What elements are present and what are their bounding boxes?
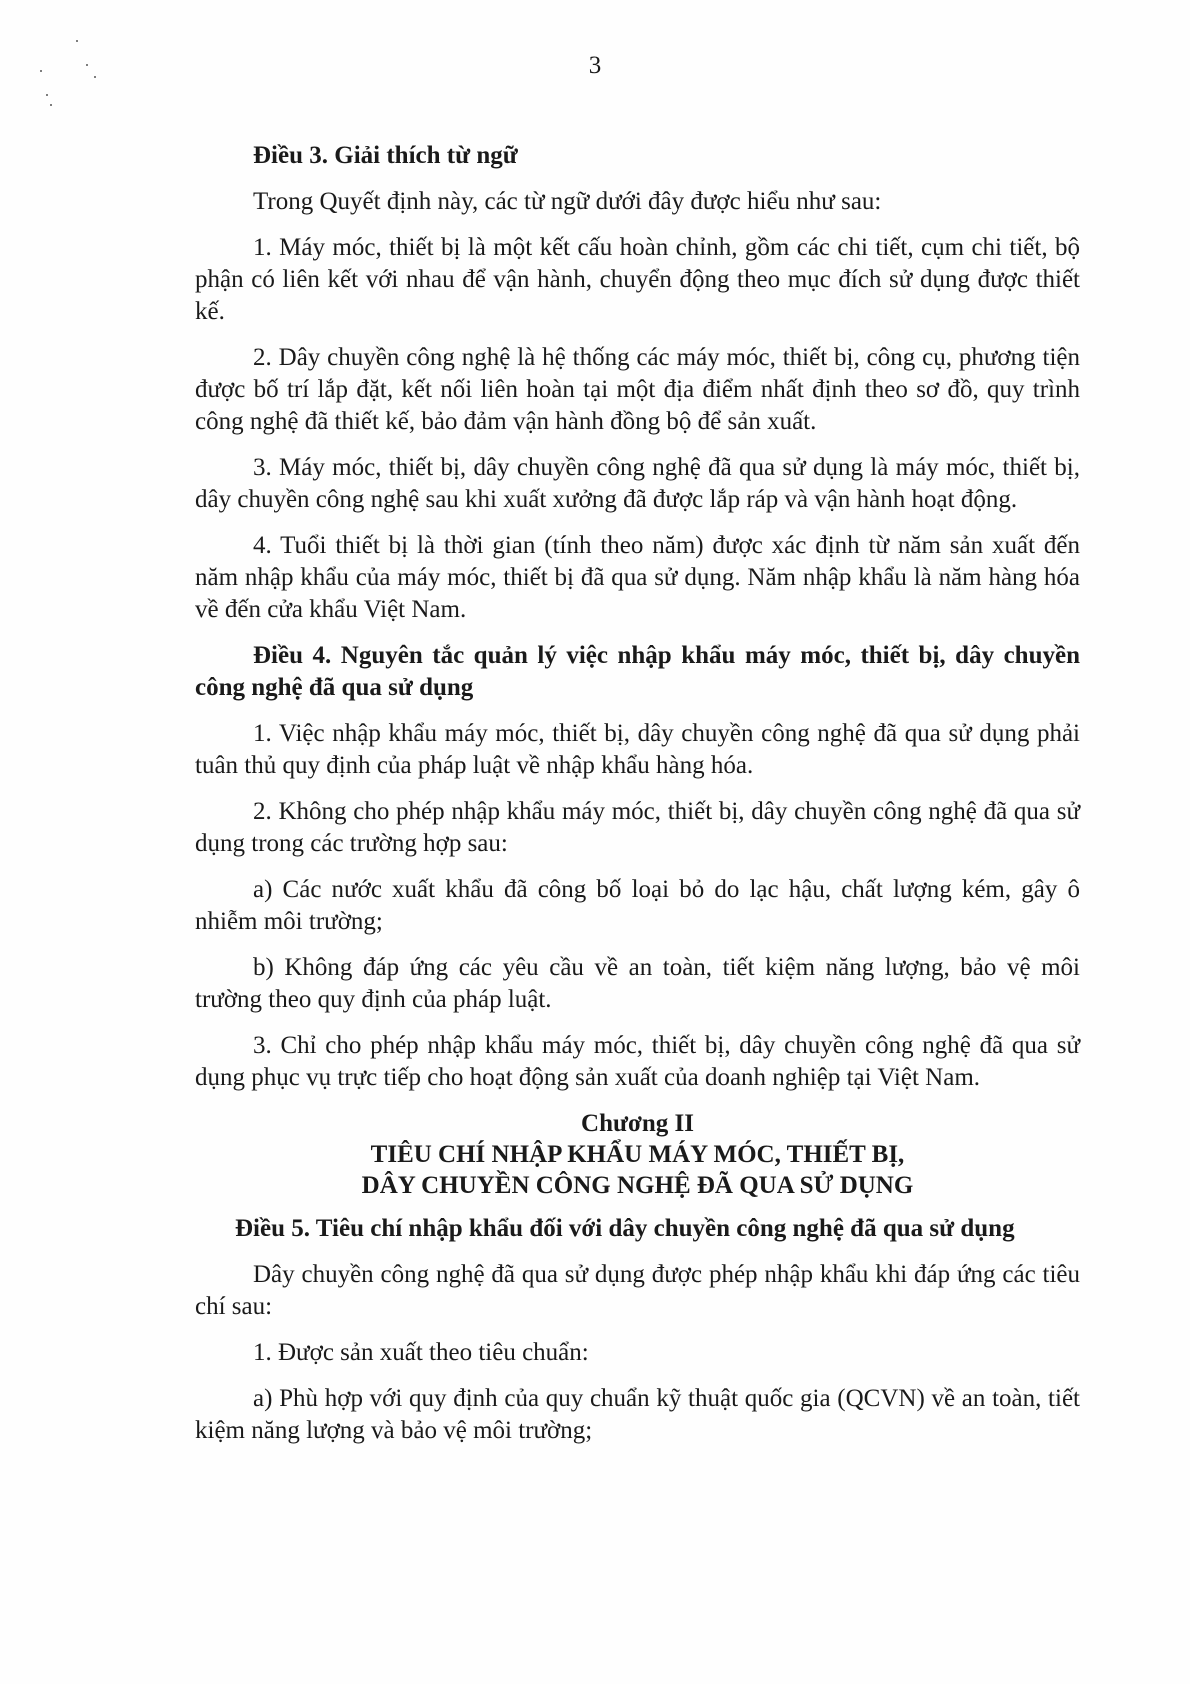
chapter-2-label: Chương II	[581, 1110, 694, 1137]
article-4-item-2: 2. Không cho phép nhập khẩu máy móc, thiết bị, dây chuyền công nghệ đã qua sử dụng trong các trường hợp sau:	[195, 798, 1080, 857]
chapter-2-heading	[195, 1108, 1080, 1201]
article-3-item-2: 2. Dây chuyền công nghệ là hệ thống các máy móc, thiết bị, công cụ, phương tiện được bố trí lắp đặt, kết nối liên hoàn tại một địa điểm nhất định theo sơ đồ, quy trình công nghệ đã thiết kế, bảo đảm vận hành đồng bộ để sản xuất.	[195, 344, 1080, 435]
article-3-intro: Trong Quyết định này, các từ ngữ dưới đây được hiểu như sau:	[253, 188, 882, 215]
article-4-item-2a: a) Các nước xuất khẩu đã công bố loại bỏ do lạc hậu, chất lượng kém, gây ô nhiễm môi trường;	[195, 876, 1080, 935]
page-number: 3	[588, 52, 602, 79]
article-3-title: Điều 3. Giải thích từ ngữ	[253, 142, 518, 169]
document-body	[195, 140, 1080, 1461]
chapter-2-title-line-1: TIÊU CHÍ NHẬP KHẨU MÁY MÓC, THIẾT BỊ,	[370, 1141, 905, 1168]
article-3-item-4: 4. Tuổi thiết bị là thời gian (tính theo năm) được xác định từ năm sản xuất đến năm nhập khẩu của máy móc, thiết bị đã qua sử dụng. Năm nhập khẩu là năm hàng hóa về đến cửa khẩu Việt Nam.	[195, 532, 1080, 623]
article-4-item-1: 1. Việc nhập khẩu máy móc, thiết bị, dây chuyền công nghệ đã qua sử dụng phải tuân thủ quy định của pháp luật về nhập khẩu hàng hóa.	[195, 720, 1080, 779]
article-3-item-1: 1. Máy móc, thiết bị là một kết cấu hoàn chỉnh, gồm các chi tiết, cụm chi tiết, bộ phận có liên kết với nhau để vận hành, chuyển động theo mục đích sử dụng được thiết kế.	[195, 234, 1080, 325]
chapter-2-title-line-2: DÂY CHUYỀN CÔNG NGHỆ ĐÃ QUA SỬ DỤNG	[361, 1172, 914, 1199]
article-5-item-1a: a) Phù hợp với quy định của quy chuẩn kỹ thuật quốc gia (QCVN) về an toàn, tiết kiệm năng lượng và bảo vệ môi trường;	[195, 1385, 1080, 1444]
article-5-title: Điều 5. Tiêu chí nhập khẩu đối với dây chuyền công nghệ đã qua sử dụng	[235, 1215, 1015, 1242]
article-3-item-3: 3. Máy móc, thiết bị, dây chuyền công nghệ đã qua sử dụng là máy móc, thiết bị, dây chuyền công nghệ sau khi xuất xưởng đã được lắp ráp và vận hành hoạt động.	[195, 454, 1080, 513]
article-4-item-3: 3. Chỉ cho phép nhập khẩu máy móc, thiết bị, dây chuyền công nghệ đã qua sử dụng phục vụ trực tiếp cho hoạt động sản xuất của doanh nghiệp tại Việt Nam.	[195, 1032, 1080, 1091]
article-5-intro: Dây chuyền công nghệ đã qua sử dụng được phép nhập khẩu khi đáp ứng các tiêu chí sau:	[195, 1261, 1080, 1320]
article-4-item-2b: b) Không đáp ứng các yêu cầu về an toàn, tiết kiệm năng lượng, bảo vệ môi trường theo quy định của pháp luật.	[195, 954, 1080, 1013]
article-4-title: Điều 4. Nguyên tắc quản lý việc nhập khẩu máy móc, thiết bị, dây chuyền công nghệ đã qua sử dụng	[195, 642, 1080, 701]
article-5-item-1: 1. Được sản xuất theo tiêu chuẩn:	[253, 1339, 589, 1366]
